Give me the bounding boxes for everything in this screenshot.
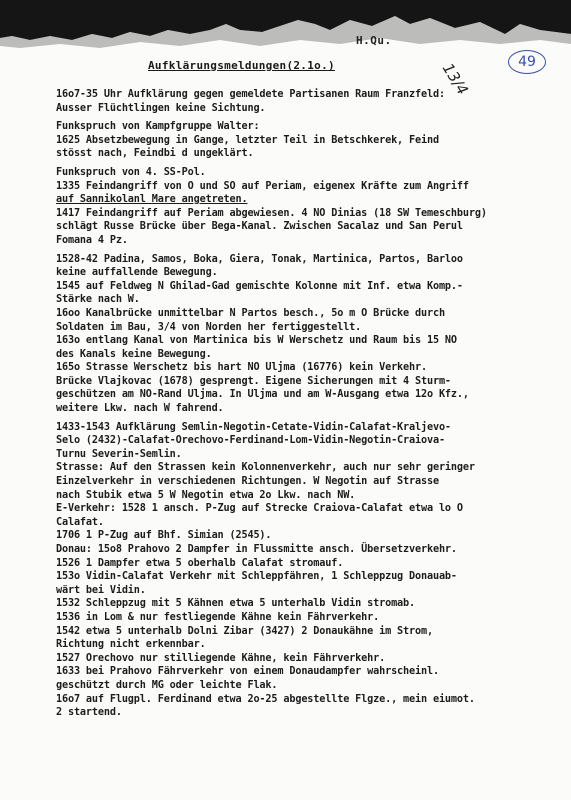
- text-line: 1536 in Lom & nur festliegende Kähne kein Fährverkehr.: [56, 611, 380, 623]
- text-line: 1527 Orechovo nur stilliegende Kähne, kein Fährverkehr.: [56, 652, 386, 664]
- report-block: [56, 421, 556, 720]
- text-line: schlägt Russe Brücke über Bega-Kanal. Zwischen Sacalaz und San Perul: [56, 221, 463, 233]
- text-line: Stärke nach W.: [56, 294, 140, 306]
- text-line: 1528-42 Padina, Samos, Boka, Giera, Tonak, Martinica, Partos, Barloo: [56, 253, 463, 265]
- text-line: 16o7-35 Uhr Aufklärung gegen gemeldete Partisanen Raum Franzfeld:: [56, 89, 445, 100]
- text-line: Strasse: Auf den Strassen kein Kolonnenverkehr, auch nur sehr geringer: [56, 462, 475, 474]
- text-line: weitere Lkw. nach W fahrend.: [56, 403, 224, 415]
- text-line: Richtung nicht erkennbar.: [56, 639, 206, 651]
- text-line: 16o7 auf Flugpl. Ferdinand etwa 2o-25 abgestellte Flgze., mein eiumot.: [56, 693, 475, 705]
- text-line: keine auffallende Bewegung.: [56, 267, 218, 279]
- text-line: 1526 1 Dampfer etwa 5 oberhalb Calafat stromauf.: [56, 557, 344, 569]
- text-line: 2 startend.: [56, 707, 122, 719]
- text-line: Selo (2432)-Calafat-Orechovo-Ferdinand-Lom-Vidin-Negotin-Craiova-: [56, 435, 445, 447]
- text-line: Turnu Severin-Semlin.: [56, 448, 182, 460]
- text-line: 1335 Feindangriff von O und SO auf Periam, eigenex Kräfte zum Angriff: [56, 180, 469, 192]
- document-title: Aufklärungsmeldungen(2.1o.): [148, 59, 335, 72]
- text-line: geschützen am NO-Rand Uljma. In Uljma und am W-Ausgang etwa 12o Kfz.,: [56, 389, 469, 401]
- text-line: Funkspruch von 4. SS-Pol.: [56, 166, 206, 178]
- text-line: 1542 etwa 5 unterhalb Dolni Zibar (3427) 2 Donaukähne im Strom,: [56, 625, 433, 637]
- text-line: geschützt durch MG oder leichte Flak.: [56, 679, 278, 691]
- text-line: 1532 Schleppzug mit 5 Kähnen etwa 5 unterhalb Vidin stromab.: [56, 598, 416, 610]
- text-line: wärt bei Vidin.: [56, 584, 146, 596]
- text-line: 165o Strasse Werschetz bis hart NO Uljma (16776) kein Verkehr.: [56, 362, 427, 374]
- hq-label: H.Qu.: [356, 34, 392, 47]
- text-line: Funkspruch von Kampfgruppe Walter:: [56, 121, 260, 133]
- text-line: 1433-1543 Aufklärung Semlin-Negotin-Cetate-Vidin-Calafat-Kraljevo-: [56, 421, 451, 433]
- text-line: auf Sannikolanl Mare angetreten.: [56, 194, 248, 206]
- text-line: Ausser Flüchtlingen keine Sichtung.: [56, 102, 266, 114]
- text-line: 16oo Kanalbrücke unmittelbar N Partos besch., 5o m O Brücke durch: [56, 307, 445, 319]
- text-line: 1545 auf Feldweg N Ghilad-Gad gemischte Kolonne mit Inf. etwa Komp.-: [56, 280, 463, 292]
- report-body: [56, 88, 556, 720]
- text-line: stösst nach, Feindbi d ungeklärt.: [56, 148, 254, 160]
- text-line: 1706 1 P-Zug auf Bhf. Simian (2545).: [56, 530, 272, 542]
- report-block: [56, 253, 556, 416]
- text-line: nach Stubik etwa 5 W Negotin etwa 2o Lkw. nach NW.: [56, 489, 356, 501]
- text-line: 153o Vidin-Calafat Verkehr mit Schleppfähren, 1 Schleppzug Donauab-: [56, 571, 457, 583]
- handwritten-date: 13/4: [438, 60, 472, 99]
- text-line: Fomana 4 Pz.: [56, 234, 128, 246]
- text-line: Calafat.: [56, 516, 104, 528]
- text-line: 1417 Feindangriff auf Periam abgewiesen. 4 NO Dinias (18 SW Temeschburg): [56, 207, 487, 219]
- text-line: Soldaten im Bau, 3/4 von Norden her fertiggestellt.: [56, 321, 362, 333]
- text-line: des Kanals keine Bewegung.: [56, 348, 212, 360]
- text-line: 1633 bei Prahovo Fährverkehr von einem Donaudampfer wahrscheinl.: [56, 666, 439, 678]
- report-block: [56, 166, 556, 248]
- report-block: [56, 88, 556, 115]
- report-block: [56, 120, 556, 161]
- text-line: Einzelverkehr in verschiedenen Richtungen. W Negotin auf Strasse: [56, 476, 439, 488]
- text-line: E-Verkehr: 1528 1 ansch. P-Zug auf Strecke Craiova-Calafat etwa lo O: [56, 503, 463, 515]
- text-line: Donau: 15o8 Prahovo 2 Dampfer in Flussmitte ansch. Übersetzverkehr.: [56, 544, 457, 555]
- scan-dark-edge: [0, 0, 571, 50]
- text-line: Brücke Vlajkovac (1678) gesprengt. Eigene Sicherungen mit 4 Sturm-: [56, 375, 451, 387]
- archive-number-stamp: 49: [508, 50, 546, 74]
- text-line: 1625 Absetzbewegung in Gange, letzter Teil in Betschkerek, Feind: [56, 134, 439, 146]
- text-line: 163o entlang Kanal von Martinica bis W Werschetz und Raum bis 15 NO: [56, 335, 457, 347]
